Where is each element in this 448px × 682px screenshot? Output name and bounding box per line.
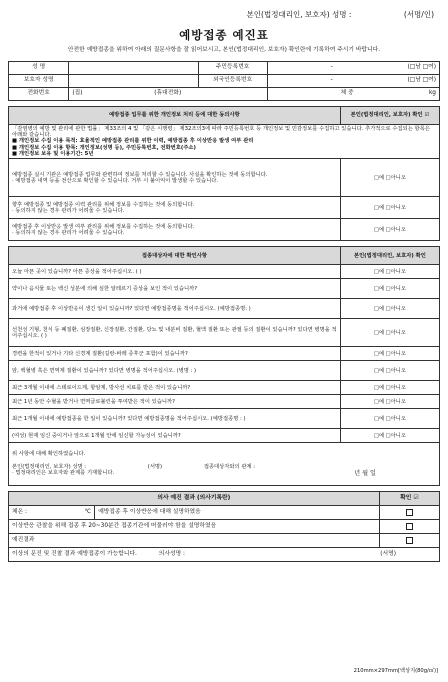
- question-rows: [9, 265, 440, 443]
- consent-item-3: 예방접종 후 이상반응 발생 여부 관리를 위해 정보를 수집하는 것에 동의합니다. · 동의하지 않는 경우 관리가 어려울 수 있습니다.: [9, 219, 341, 241]
- question-text: 최근 3개월 이내에 스테로이드제, 항암제, 방사선 치료를 받은 적이 있습니까?: [9, 381, 341, 395]
- question-row: [9, 409, 440, 429]
- rrn-label: 주민등록번호: [198, 61, 267, 74]
- questions-signature-block: 위 사항에 대해 확인하였습니다. 본인(법정대리인, 보호자) 성명 : (서명) 접종대상자와의 관계 : · 법정대리인은 보호자와 관계를 기재합니다. 년 월 일: [9, 443, 440, 486]
- questions-confirm-header: 본인(법정대리인, 보호자) 확인: [340, 247, 439, 265]
- question-text: 선천성 기형, 천식 등 폐질환, 심장질환, 신장질환, 간질환, 당뇨 및 내분비 질환, 혈액 질환 또는 관절 등의 질환이 있습니까? 있다면 병명을 적어주십시오. ( ): [9, 319, 341, 347]
- form-intro: 안전한 예방접종을 위하여 아래의 질문사항을 잘 읽어보시고, 본인(법정대리인, 보호자) 확인란에 기록하여 주시기 바랍니다.: [67, 46, 381, 53]
- name-label: 성 명: [9, 61, 69, 74]
- sex-options[interactable]: (□남 □여): [407, 64, 436, 71]
- question-row: [9, 429, 440, 443]
- consent-header: 예방접종 업무를 위한 개인정보 처리 등에 대한 동의사항: [9, 106, 341, 124]
- consent-item-2: 향후 예방접종 및 예방접종 이력 관리를 위해 정보를 수집하는 것에 동의합니다. · 동의하지 않는 경우 관리가 어려울 수 있습니다.: [9, 197, 341, 219]
- question-text: 약이나 음식물 또는 백신 성분에 의해 심한 알레르기 증상을 보인 적이 있습니까?: [9, 279, 341, 299]
- guardian-sign-mark[interactable]: (서명): [147, 463, 163, 470]
- question-answer-check[interactable]: □예 □아니오: [340, 381, 439, 395]
- question-answer-check[interactable]: □예 □아니오: [340, 361, 439, 381]
- name-field[interactable]: [69, 61, 198, 74]
- question-row: [9, 395, 440, 409]
- doctor-result-label: 예진결과: [9, 534, 380, 548]
- guardian-field[interactable]: [69, 74, 198, 87]
- top-signature-mark: (서명/인): [403, 10, 434, 19]
- consent-table: [8, 106, 440, 242]
- question-answer-check[interactable]: □예 □아니오: [340, 265, 439, 279]
- doctor-check-1[interactable]: [379, 506, 439, 520]
- questions-closing: 위 사항에 대해 확인하였습니다.: [12, 451, 86, 458]
- screening-questions-table: [8, 246, 440, 486]
- weight-label: 체 중: [340, 90, 354, 97]
- signature-date[interactable]: 년 월 일: [354, 470, 376, 478]
- doctor-check-3[interactable]: [379, 534, 439, 548]
- top-signature-line: [8, 10, 440, 19]
- doctor-row-2: 이상반응 관찰을 위해 접종 후 20~30분간 접종기관에 머물러야 함을 설명하였음: [9, 520, 380, 534]
- paper-spec-footer: 210mm×297mm[백상지(80g/㎡)]: [353, 667, 438, 674]
- foreign-rrn-field[interactable]: - (□남 □여): [267, 74, 439, 87]
- question-text: 과거에 예방접종 후 이상반응이 생긴 일이 있습니까? 있다면 예방접종명을 적어주십시오. (예방접종명: ): [9, 299, 341, 319]
- question-text: 암, 백혈병 혹은 면역계 질환이 있습니까? 있다면 병명을 적어주십시오. (병명 : ): [9, 361, 341, 381]
- phone-field[interactable]: (집) (휴대전화): [69, 87, 267, 100]
- question-text: 최근 1개월 이내에 예방접종을 한 일이 있습니까? 있다면 예방접종명을 적어주십시오. (예방접종명 : ): [9, 409, 341, 429]
- doctor-check-2[interactable]: [379, 520, 439, 534]
- question-answer-check[interactable]: □예 □아니오: [340, 347, 439, 361]
- question-text: 최근 1년 동안 수혈을 받거나 면역글로불린을 투여받은 적이 있습니까?: [9, 395, 341, 409]
- top-signature-text: 본인(법정대리인, 보호자) 성명 :: [246, 10, 352, 19]
- question-row: [9, 381, 440, 395]
- personal-info-table: [8, 61, 440, 101]
- consent-check-1[interactable]: □예 □아니오: [340, 159, 439, 197]
- question-answer-check[interactable]: □예 □아니오: [340, 319, 439, 347]
- doctor-result-row: 이상의 문진 및 진찰 결과 예방접종이 가능합니다. 의사성명 : (서명): [9, 548, 440, 562]
- question-row: [9, 279, 440, 299]
- doctor-row-1: 예방접종 후 이상반응에 대해 설명하였음: [95, 506, 379, 520]
- sex-options-2[interactable]: (□남 □여): [407, 77, 436, 84]
- question-answer-check[interactable]: □예 □아니오: [340, 429, 439, 443]
- question-answer-check[interactable]: □예 □아니오: [340, 299, 439, 319]
- question-row: [9, 347, 440, 361]
- question-answer-check[interactable]: □예 □아니오: [340, 279, 439, 299]
- phone-label: 전화번호: [9, 87, 69, 100]
- doctor-result-table: [8, 491, 440, 562]
- question-text: 오늘 아픈 곳이 있습니까? 아픈 증상을 적어주십시오. ( ): [9, 265, 341, 279]
- question-answer-check[interactable]: □예 □아니오: [340, 395, 439, 409]
- form-title: 예방접종 예진표: [179, 28, 269, 42]
- doctor-confirm-header: 확인 ☑: [379, 492, 439, 506]
- consent-body: 「감염병의 예방 및 관리에 관한 법률」 제33조의 4 및 「같은 시행령」 제32조의3에 따라 주민등록번호 등 개인정보 및 민감정보를 수집하고 있습니다. 추가적으로 수집되는 항목은 아래와 같습니다. ■ 개인정보 수집 이용 목적: 효율적인 예방접종 관리를 위한 이력, 예방접종 후 이상반응 발생 여부 관리 ■ 개인정보 수집 이용 항목: 개인정보(성명 등), 주민등록번호, 전화번호(주소) ■ 개인정보 보유 및 이용기간: 5년: [9, 124, 440, 159]
- question-answer-check[interactable]: □예 □아니오: [340, 409, 439, 429]
- question-row: [9, 265, 440, 279]
- consent-confirm-header: 본인(법정대리인, 보호자) 확인 ☑: [340, 106, 439, 124]
- temperature-field[interactable]: 체온 : ℃: [9, 506, 95, 520]
- doctor-sign-mark[interactable]: (서명): [380, 551, 396, 558]
- consent-check-2[interactable]: □예 □아니오: [340, 197, 439, 219]
- weight-field[interactable]: 체 중 kg: [267, 87, 439, 100]
- question-row: [9, 319, 440, 347]
- doctor-header: 의사 예진 결과 (의사기록란): [9, 492, 380, 506]
- question-row: [9, 361, 440, 381]
- guardian-label: 보호자 성명: [9, 74, 69, 87]
- rrn-field[interactable]: - (□남 □여): [267, 61, 439, 74]
- consent-item-1: 예방접종 실시 기관은 예방접종 업무와 관련하여 정보를 처리할 수 있습니다. 사실을 확인하는 것에 동의합니다. · 예방접종 내역 등을 전산으로 확인할 수 있습니다. 거부 시 불이익이 발생할 수 있습니다.: [9, 159, 341, 197]
- question-row: [9, 299, 440, 319]
- foreign-rrn-label: 외국인등록번호: [198, 74, 267, 87]
- consent-check-3[interactable]: □예 □아니오: [340, 219, 439, 241]
- question-text: 경련을 한적이 있거나 기타 신경계 질환(길랑-바레 증후군 포함)이 있습니까?: [9, 347, 341, 361]
- question-text: (여성) 현재 임신 중이거나 앞으로 1개월 안에 임신할 가능성이 있습니까?: [9, 429, 341, 443]
- questions-header: 접종대상자에 대한 확인사항: [9, 247, 341, 265]
